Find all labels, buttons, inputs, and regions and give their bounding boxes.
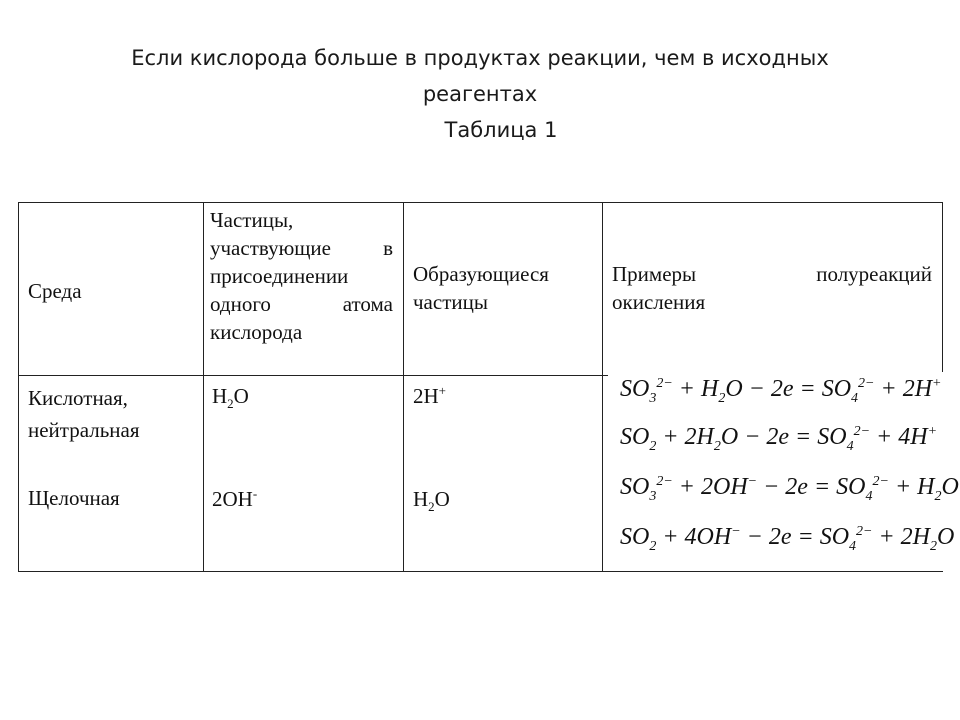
eq-part: − 2e = SO — [757, 474, 866, 500]
eq-sup: + — [932, 376, 942, 391]
eq-part: + 2H — [656, 424, 714, 450]
title-line-1: Если кислорода больше в продуктах реакции, чем в исходных — [131, 46, 829, 70]
eq-part: + H — [672, 376, 719, 402]
row-medium-acidic: Кислотная, нейтральная — [28, 386, 140, 442]
formula-sup: - — [252, 486, 258, 501]
formula-base: 2H — [413, 384, 439, 408]
eq-sub: 4 — [865, 488, 873, 504]
title-line-2: реагентах — [422, 82, 538, 106]
header-particles: Частицы, участвующие в присоединении одного атома кислорода — [210, 208, 393, 344]
eq-sub: 4 — [849, 538, 857, 554]
eq-part: − 2e = SO — [740, 524, 850, 550]
row-particle-alkaline — [212, 486, 257, 512]
eq-sup: 2− — [856, 524, 873, 539]
eq-part: + 4H — [870, 424, 928, 450]
eq-part: SO — [620, 524, 650, 550]
col-divider-2 — [403, 202, 404, 572]
eq-part: + 2H — [872, 524, 931, 550]
formula-sub: 2 — [227, 396, 234, 412]
eq-sub: 2 — [649, 438, 657, 454]
eq-part: + 4OH — [656, 524, 732, 550]
eq-sup: 2− — [853, 424, 871, 439]
formula-base: 2OH — [212, 487, 253, 511]
eq-sub: 2 — [718, 390, 726, 406]
eq-part: SO — [620, 424, 650, 450]
equation-2 — [620, 424, 938, 454]
equation-1 — [620, 376, 942, 406]
eq-part: + 2OH — [672, 474, 748, 500]
eq-sup: 2− — [872, 474, 889, 489]
formula-base: H — [413, 487, 429, 511]
table-bottom-border — [18, 571, 943, 572]
eq-sub: 2 — [713, 438, 721, 454]
eq-part: O − 2e = SO — [720, 424, 847, 450]
row-particle-acidic — [212, 383, 249, 412]
eq-sub: 4 — [851, 390, 859, 406]
equation-3 — [620, 474, 959, 504]
eq-sub: 2 — [934, 488, 942, 504]
eq-part: O — [941, 474, 959, 500]
eq-sub: 3 — [649, 390, 657, 406]
formula-sub: 2 — [428, 499, 435, 515]
eq-part: SO — [620, 474, 650, 500]
eq-part: O — [937, 524, 955, 550]
formula-tail: O — [233, 384, 249, 408]
eq-sup: + — [927, 424, 938, 439]
header-examples-word2: полуреакций — [816, 262, 932, 286]
eq-sup: − — [731, 524, 741, 539]
table-right-border — [942, 202, 943, 372]
formula-sup: + — [438, 383, 447, 398]
header-formed: Образующиеся частицы — [413, 262, 549, 314]
formula-tail: O — [434, 487, 450, 511]
header-medium: Среда — [28, 279, 82, 303]
header-divider — [18, 375, 608, 376]
table-left-border — [18, 202, 19, 572]
eq-part: + 2H — [874, 376, 933, 402]
eq-part: SO — [620, 376, 650, 402]
row-formed-acidic — [413, 383, 446, 409]
eq-part: O − 2e = SO — [725, 376, 852, 402]
col-divider-3 — [602, 202, 603, 572]
header-examples-word1: Примеры — [612, 262, 697, 286]
equation-4 — [620, 524, 955, 554]
eq-sup: − — [747, 474, 758, 489]
table-top-border — [18, 202, 943, 203]
header-examples — [612, 260, 932, 316]
header-examples-word3: окисления — [612, 290, 706, 314]
eq-sup: 2− — [656, 376, 673, 391]
row-formed-alkaline — [413, 486, 450, 515]
eq-sub: 2 — [649, 538, 657, 554]
eq-sub: 2 — [930, 538, 938, 554]
row-medium-alkaline: Щелочная — [28, 486, 120, 510]
eq-sup: 2− — [858, 376, 875, 391]
eq-sup: 2− — [656, 474, 673, 489]
col-divider-1 — [203, 202, 204, 572]
table-caption: Таблица 1 — [444, 118, 558, 142]
formula-base: H — [212, 384, 228, 408]
eq-part: + H — [888, 474, 935, 500]
eq-sub: 4 — [846, 438, 854, 454]
eq-sub: 3 — [649, 488, 657, 504]
